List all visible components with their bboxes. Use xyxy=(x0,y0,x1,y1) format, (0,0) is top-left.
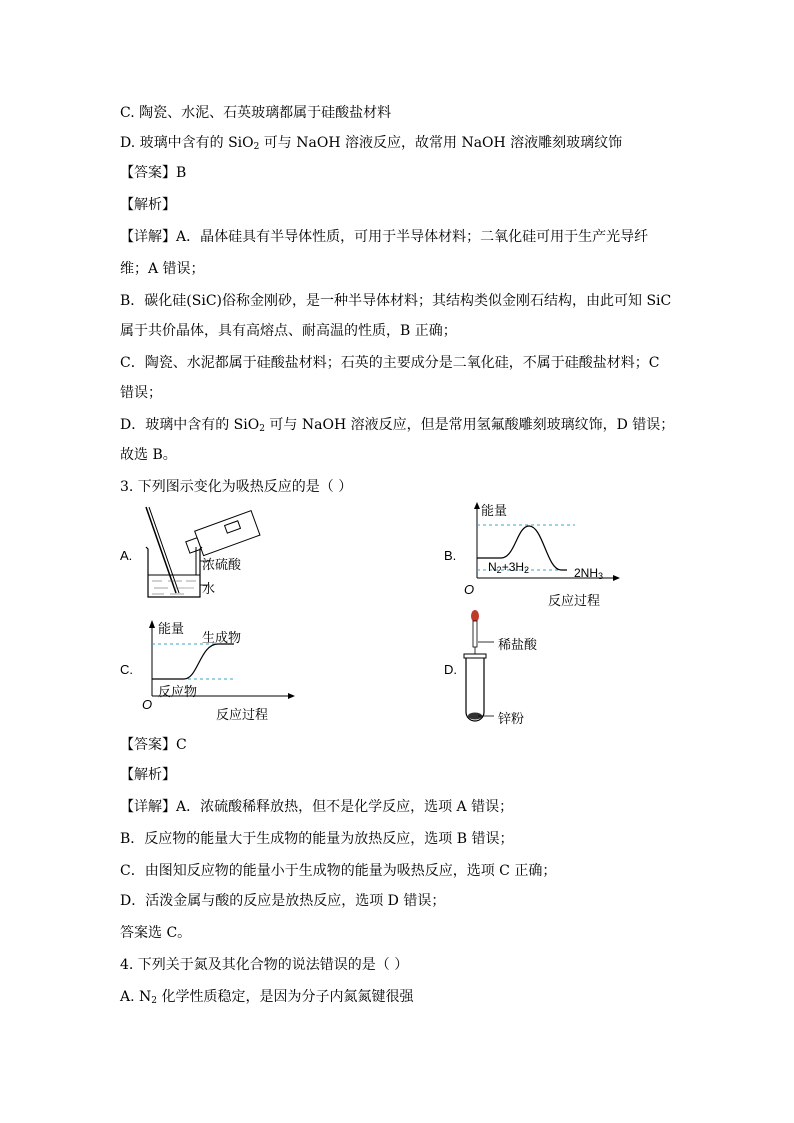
conclusion-line-2: 答案选 C。 xyxy=(120,925,192,941)
figure-d-option: D. xyxy=(444,662,457,677)
detail-d-line: D．玻璃中含有的 SiO$_2$ 可与 NaOH 溶液反应，但是常用氢氟酸雕刻玻璃纹饰，D 错误； xyxy=(120,417,675,434)
figure-b-origin: O xyxy=(464,582,475,597)
figure-b-option: B. xyxy=(444,548,457,563)
question-3: 3. 下列图示变化为吸热反应的是（ ） xyxy=(120,479,353,495)
detail-b-line1: B．碳化硅(SiC)俗称金刚砂，是一种半导体材料；其结构类似金刚石结构，由此可知 SiC xyxy=(120,293,672,309)
figure-a-option: A. xyxy=(120,548,133,563)
figure-c-xlabel: 反应过程 xyxy=(216,707,269,722)
analysis-heading-2: 【解析】 xyxy=(120,767,176,783)
figure-b-ylabel: 能量 xyxy=(481,503,508,518)
detail-2-b: B．反应物的能量大于生成物的能量为放热反应，选项 B 错误； xyxy=(120,831,514,847)
detail-b-line2: 属于共价晶体，具有高熔点、耐高温的性质，B 正确； xyxy=(120,323,457,339)
detail-a-line2: 维；A 错误； xyxy=(120,261,205,277)
figure-c-ylabel: 能量 xyxy=(158,621,185,636)
figure-b-xlabel: 反应过程 xyxy=(548,593,601,608)
question-4-option-a: A. $N_2$ 化学性质稳定，是因为分子内氮氮键很强 xyxy=(120,989,414,1006)
option-c-line: C. 陶瓷、水泥、石英玻璃都属于硅酸盐材料 xyxy=(120,105,392,121)
answer-line: 【答案】B xyxy=(120,165,187,181)
figure-a-label-acid: 浓硫酸 xyxy=(202,557,242,572)
detail-a-line1: 【详解】A．晶体硅具有半导体性质，可用于半导体材料；二氧化硅可用于生产光导纤 xyxy=(120,229,649,245)
figure-d-label-zinc: 锌粉 xyxy=(498,711,525,726)
detail-c-line1: C．陶瓷、水泥都属于硅酸盐材料；石英的主要成分是二氧化硅，不属于硅酸盐材料；C xyxy=(120,355,660,371)
figure-c-top-label: 生成物 xyxy=(202,630,242,645)
figure-b-reactants: $N_2+3H_2$ xyxy=(488,560,530,575)
detail-2-d: D．活泼金属与酸的反应是放热反应，选项 D 错误； xyxy=(120,893,446,909)
figure-d-label-acid: 稀盐酸 xyxy=(498,637,538,652)
figure-b-products: $2NH_3$ xyxy=(574,566,604,581)
question-4: 4. 下列关于氮及其化合物的说法错误的是（ ） xyxy=(120,957,409,973)
figure-c-origin: O xyxy=(142,697,153,712)
conclusion-line: 故选 B。 xyxy=(120,447,177,463)
figure-a-label-water: 水 xyxy=(202,581,216,596)
option-d-line: D. 玻璃中含有的 SiO$_2$ 可与 NaOH 溶液反应，故常用 NaOH 溶液雕刻玻璃纹饰 xyxy=(120,135,623,152)
detail-2-a: 【详解】A．浓硫酸稀释放热，但不是化学反应，选项 A 错误； xyxy=(120,799,514,815)
analysis-heading: 【解析】 xyxy=(120,197,176,213)
figure-c-option: C. xyxy=(120,662,133,677)
answer-line-2: 【答案】C xyxy=(120,737,187,753)
detail-c-line2: 错误； xyxy=(120,385,162,401)
figure-c-bottom-label: 反应物 xyxy=(158,684,198,699)
detail-2-c: C．由图知反应物的能量小于生成物的能量为吸热反应，选项 C 正确； xyxy=(120,863,557,879)
figure-d-leaders xyxy=(478,636,498,720)
